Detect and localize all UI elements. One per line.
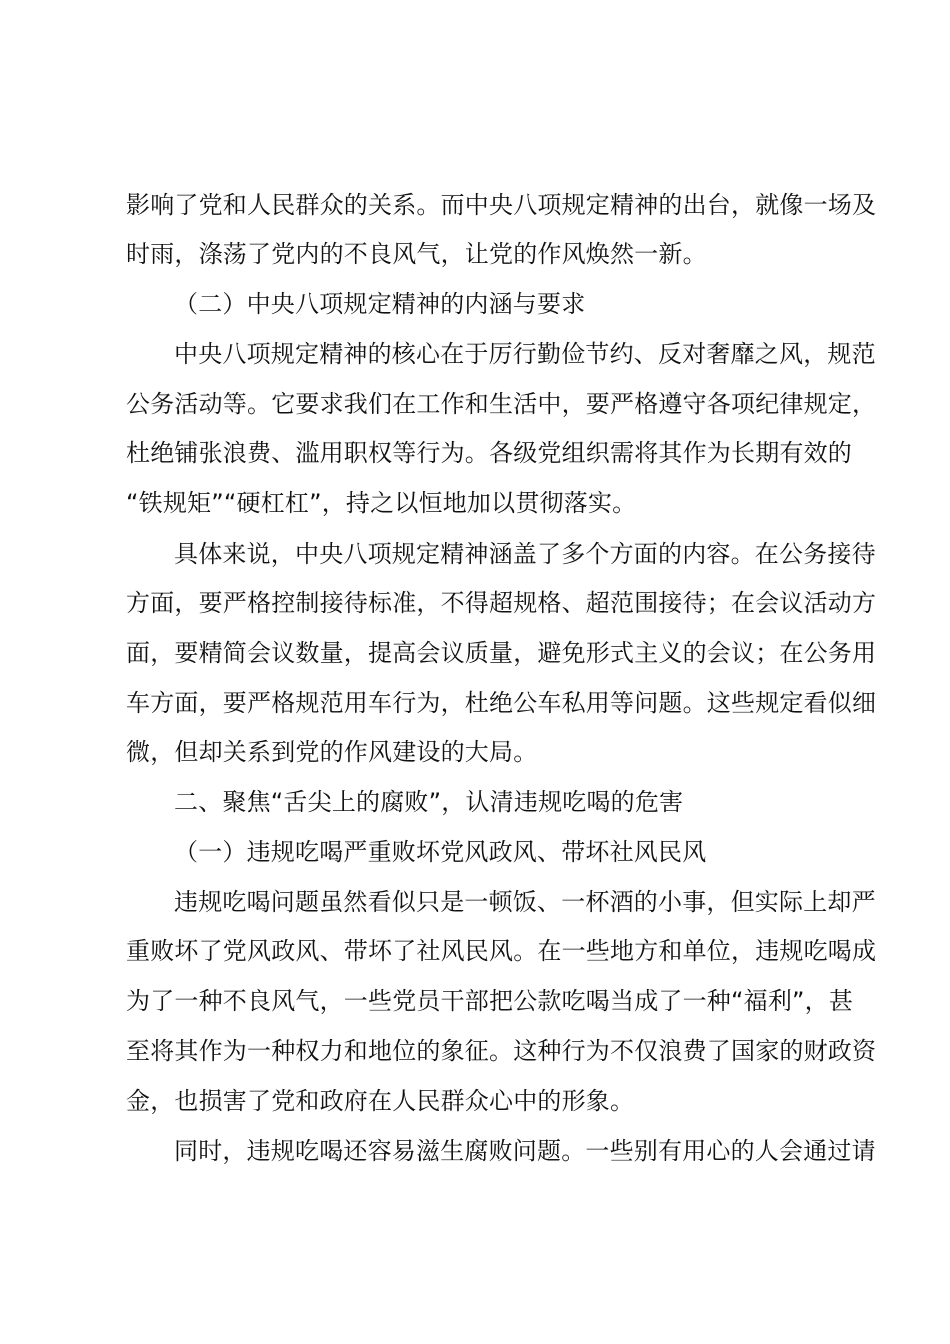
paragraph-line: 中央八项规定精神的核心在于厉行勤俭节约、反对奢靡之风，规范: [174, 340, 876, 368]
paragraph-line: 重败坏了党风政风、带坏了社风民风。在一些地方和单位，违规吃喝成: [126, 937, 877, 965]
subsection-heading: （一）违规吃喝严重败坏党风政风、带坏社风民风: [174, 838, 707, 866]
paragraph-line: 至将其作为一种权力和地位的象征。这种行为不仅浪费了国家的财政资: [126, 1037, 877, 1065]
paragraph-line: 为了一种不良风气，一些党员干部把公款吃喝当成了一种“福利”，甚: [126, 987, 854, 1015]
paragraph-line: 同时，违规吃喝还容易滋生腐败问题。一些别有用心的人会通过请: [174, 1137, 876, 1165]
paragraph-line: 微，但却关系到党的作风建设的大局。: [126, 738, 538, 766]
paragraph-line: 方面，要严格控制接待标准，不得超规格、超范围接待；在会议活动方: [126, 589, 877, 617]
paragraph-line: “铁规矩”“硬杠杠”，持之以恒地加以贯彻落实。: [126, 489, 637, 517]
section-heading: 二、聚焦“舌尖上的腐败”，认清违规吃喝的危害: [174, 788, 684, 816]
paragraph-line: 时雨，涤荡了党内的不良风气，让党的作风焕然一新。: [126, 240, 707, 268]
paragraph-line: 面，要精简会议数量，提高会议质量，避免形式主义的会议；在公务用: [126, 639, 877, 667]
paragraph-line: 具体来说，中央八项规定精神涵盖了多个方面的内容。在公务接待: [174, 540, 876, 568]
paragraph-line: 车方面，要严格规范用车行为，杜绝公车私用等问题。这些规定看似细: [126, 689, 877, 717]
paragraph-line: 金，也损害了党和政府在人民群众心中的形象。: [126, 1087, 635, 1115]
paragraph-line: 公务活动等。它要求我们在工作和生活中，要严格遵守各项纪律规定，: [126, 390, 877, 418]
section-heading: （二）中央八项规定精神的内涵与要求: [174, 290, 586, 318]
paragraph-line: 违规吃喝问题虽然看似只是一顿饭、一杯酒的小事，但实际上却严: [174, 888, 876, 916]
paragraph-line: 杜绝铺张浪费、滥用职权等行为。各级党组织需将其作为长期有效的: [126, 439, 852, 467]
paragraph-line: 影响了党和人民群众的关系。而中央八项规定精神的出台，就像一场及: [126, 191, 877, 219]
